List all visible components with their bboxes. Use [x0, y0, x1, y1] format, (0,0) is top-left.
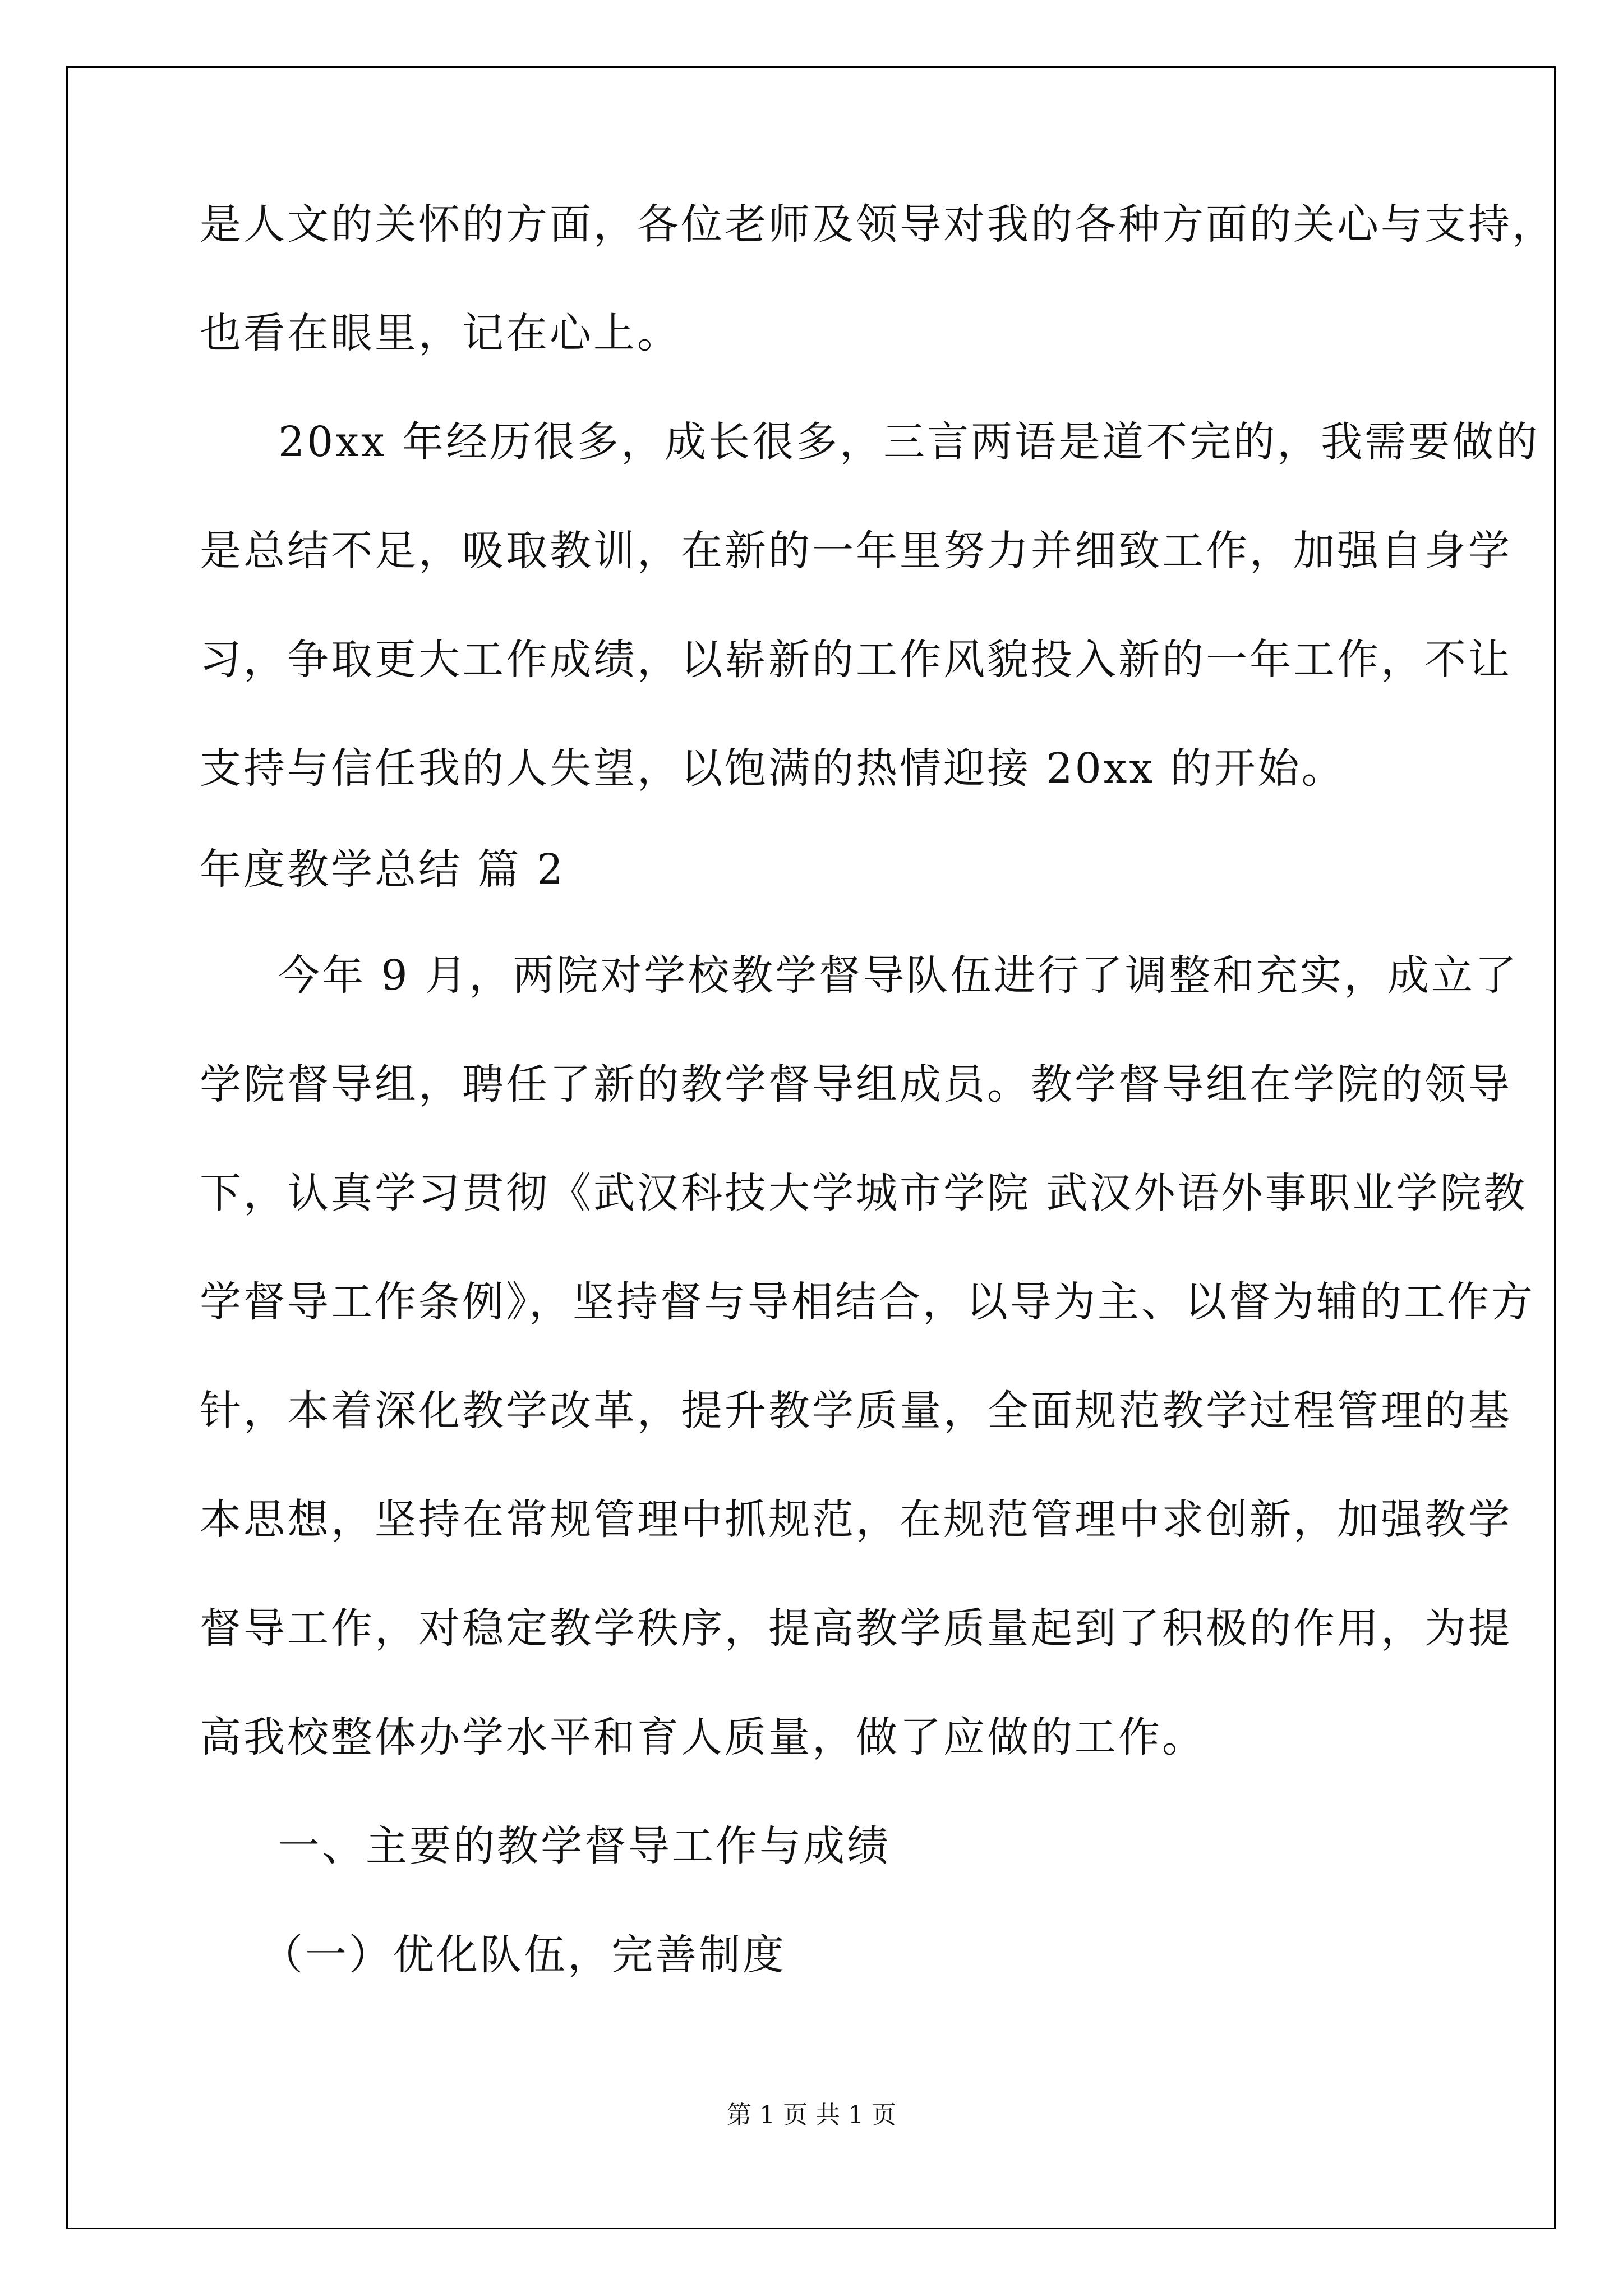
- text-line: 本思想，坚持在常规管理中抓规范，在规范管理中求创新，加强教学: [200, 1496, 1512, 1544]
- text-line: 习，争取更大工作成绩，以崭新的工作风貌投入新的一年工作，不让: [200, 636, 1512, 684]
- text-line: 也看在眼里，记在心上。: [200, 309, 681, 357]
- text-line: 学院督导组，聘任了新的教学督导组成员。教学督导组在学院的领导: [200, 1060, 1512, 1108]
- subheading: （一）优化队伍，完善制度: [261, 1931, 786, 1979]
- text-line: 是总结不足，吸取教训，在新的一年里努力并细致工作，加强自身学: [200, 527, 1512, 575]
- page-border: [66, 66, 1556, 2229]
- text-line: 20xx 年经历很多，成长很多，三言两语是道不完的，我需要做的: [278, 418, 1540, 466]
- text-line: 支持与信任我的人失望，以饱满的热情迎接 20xx 的开始。: [200, 744, 1345, 793]
- text-line: 下，认真学习贯彻《武汉科技大学城市学院 武汉外语外事职业学院教: [200, 1169, 1528, 1217]
- section-heading: 年度教学总结 篇 2: [200, 845, 566, 894]
- text-line: 今年 9 月，两院对学校教学督导队伍进行了调整和充实，成立了: [278, 951, 1519, 1000]
- text-line: 督导工作，对稳定教学秩序，提高教学质量起到了积极的作用，为提: [200, 1604, 1512, 1653]
- text-line: 是人文的关怀的方面，各位老师及领导对我的各种方面的关心与支持，: [200, 200, 1556, 249]
- text-line: 高我校整体办学水平和育人质量，做了应做的工作。: [200, 1713, 1206, 1761]
- subheading: 一、主要的教学督导工作与成绩: [278, 1822, 891, 1870]
- text-line: 针，本着深化教学改革，提升教学质量，全面规范教学过程管理的基: [200, 1387, 1512, 1435]
- text-line: 学督导工作条例》，坚持督与导相结合，以导为主、以督为辅的工作方: [200, 1278, 1535, 1326]
- page-number-footer: 第 1 页 共 1 页: [727, 2101, 896, 2129]
